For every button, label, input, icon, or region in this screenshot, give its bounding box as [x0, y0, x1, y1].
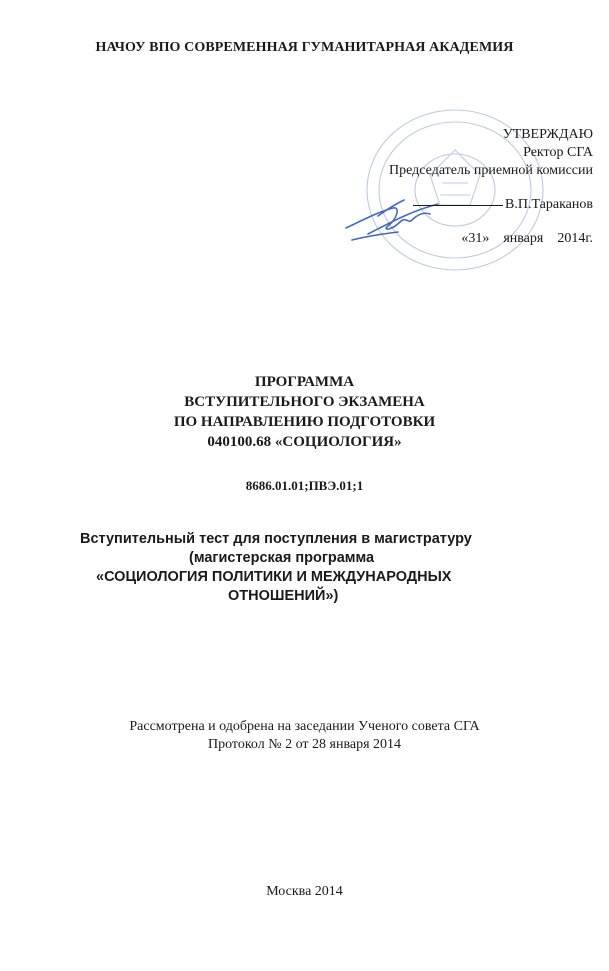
- approval-note-line-1: Рассмотрена и одобрена на заседании Ученого совета СГА: [129, 719, 480, 734]
- test-line-3: «СОЦИОЛОГИЯ ПОЛИТИКИ И МЕЖДУНАРОДНЫХ: [96, 569, 452, 585]
- rector-position: Ректор СГА: [523, 145, 593, 160]
- signatory-name: В.П.Тараканов: [505, 197, 593, 212]
- title-line-4: 040100.68 «СОЦИОЛОГИЯ»: [207, 434, 402, 450]
- organization-name: НАЧОУ ВПО СОВРЕМЕННАЯ ГУМАНИТАРНАЯ АКАДЕМИЯ: [95, 40, 514, 55]
- approval-block: [389, 126, 593, 248]
- document-code: 8686.01.01;ПВЭ.01;1: [245, 478, 364, 493]
- title-line-3: ПО НАПРАВЛЕНИЮ ПОДГОТОВКИ: [173, 414, 436, 430]
- date-day: «31»: [461, 231, 490, 246]
- test-line-4: ОТНОШЕНИЙ»): [228, 588, 339, 604]
- date-month: января: [503, 231, 544, 246]
- test-line-2: (магистерская программа: [189, 550, 375, 566]
- date-year: 2014г.: [557, 231, 593, 246]
- approval-note: [0, 718, 609, 754]
- program-title: [0, 372, 609, 452]
- approval-note-line-2: Протокол № 2 от 28 января 2014: [207, 737, 402, 752]
- city-year: Москва 2014: [266, 884, 343, 899]
- signature-line: [389, 196, 593, 214]
- title-line-2: ВСТУПИТЕЛЬНОГО ЭКЗАМЕНА: [184, 394, 425, 410]
- title-line-1: ПРОГРАММА: [254, 374, 355, 390]
- approve-heading: УТВЕРЖДАЮ: [502, 127, 593, 142]
- test-description: [0, 530, 609, 606]
- test-line-1: Вступительный тест для поступления в магистратуру: [80, 531, 472, 547]
- signature-blank: [413, 204, 503, 206]
- commission-position: Председатель приемной комиссии: [389, 163, 593, 178]
- approval-date: [389, 230, 593, 248]
